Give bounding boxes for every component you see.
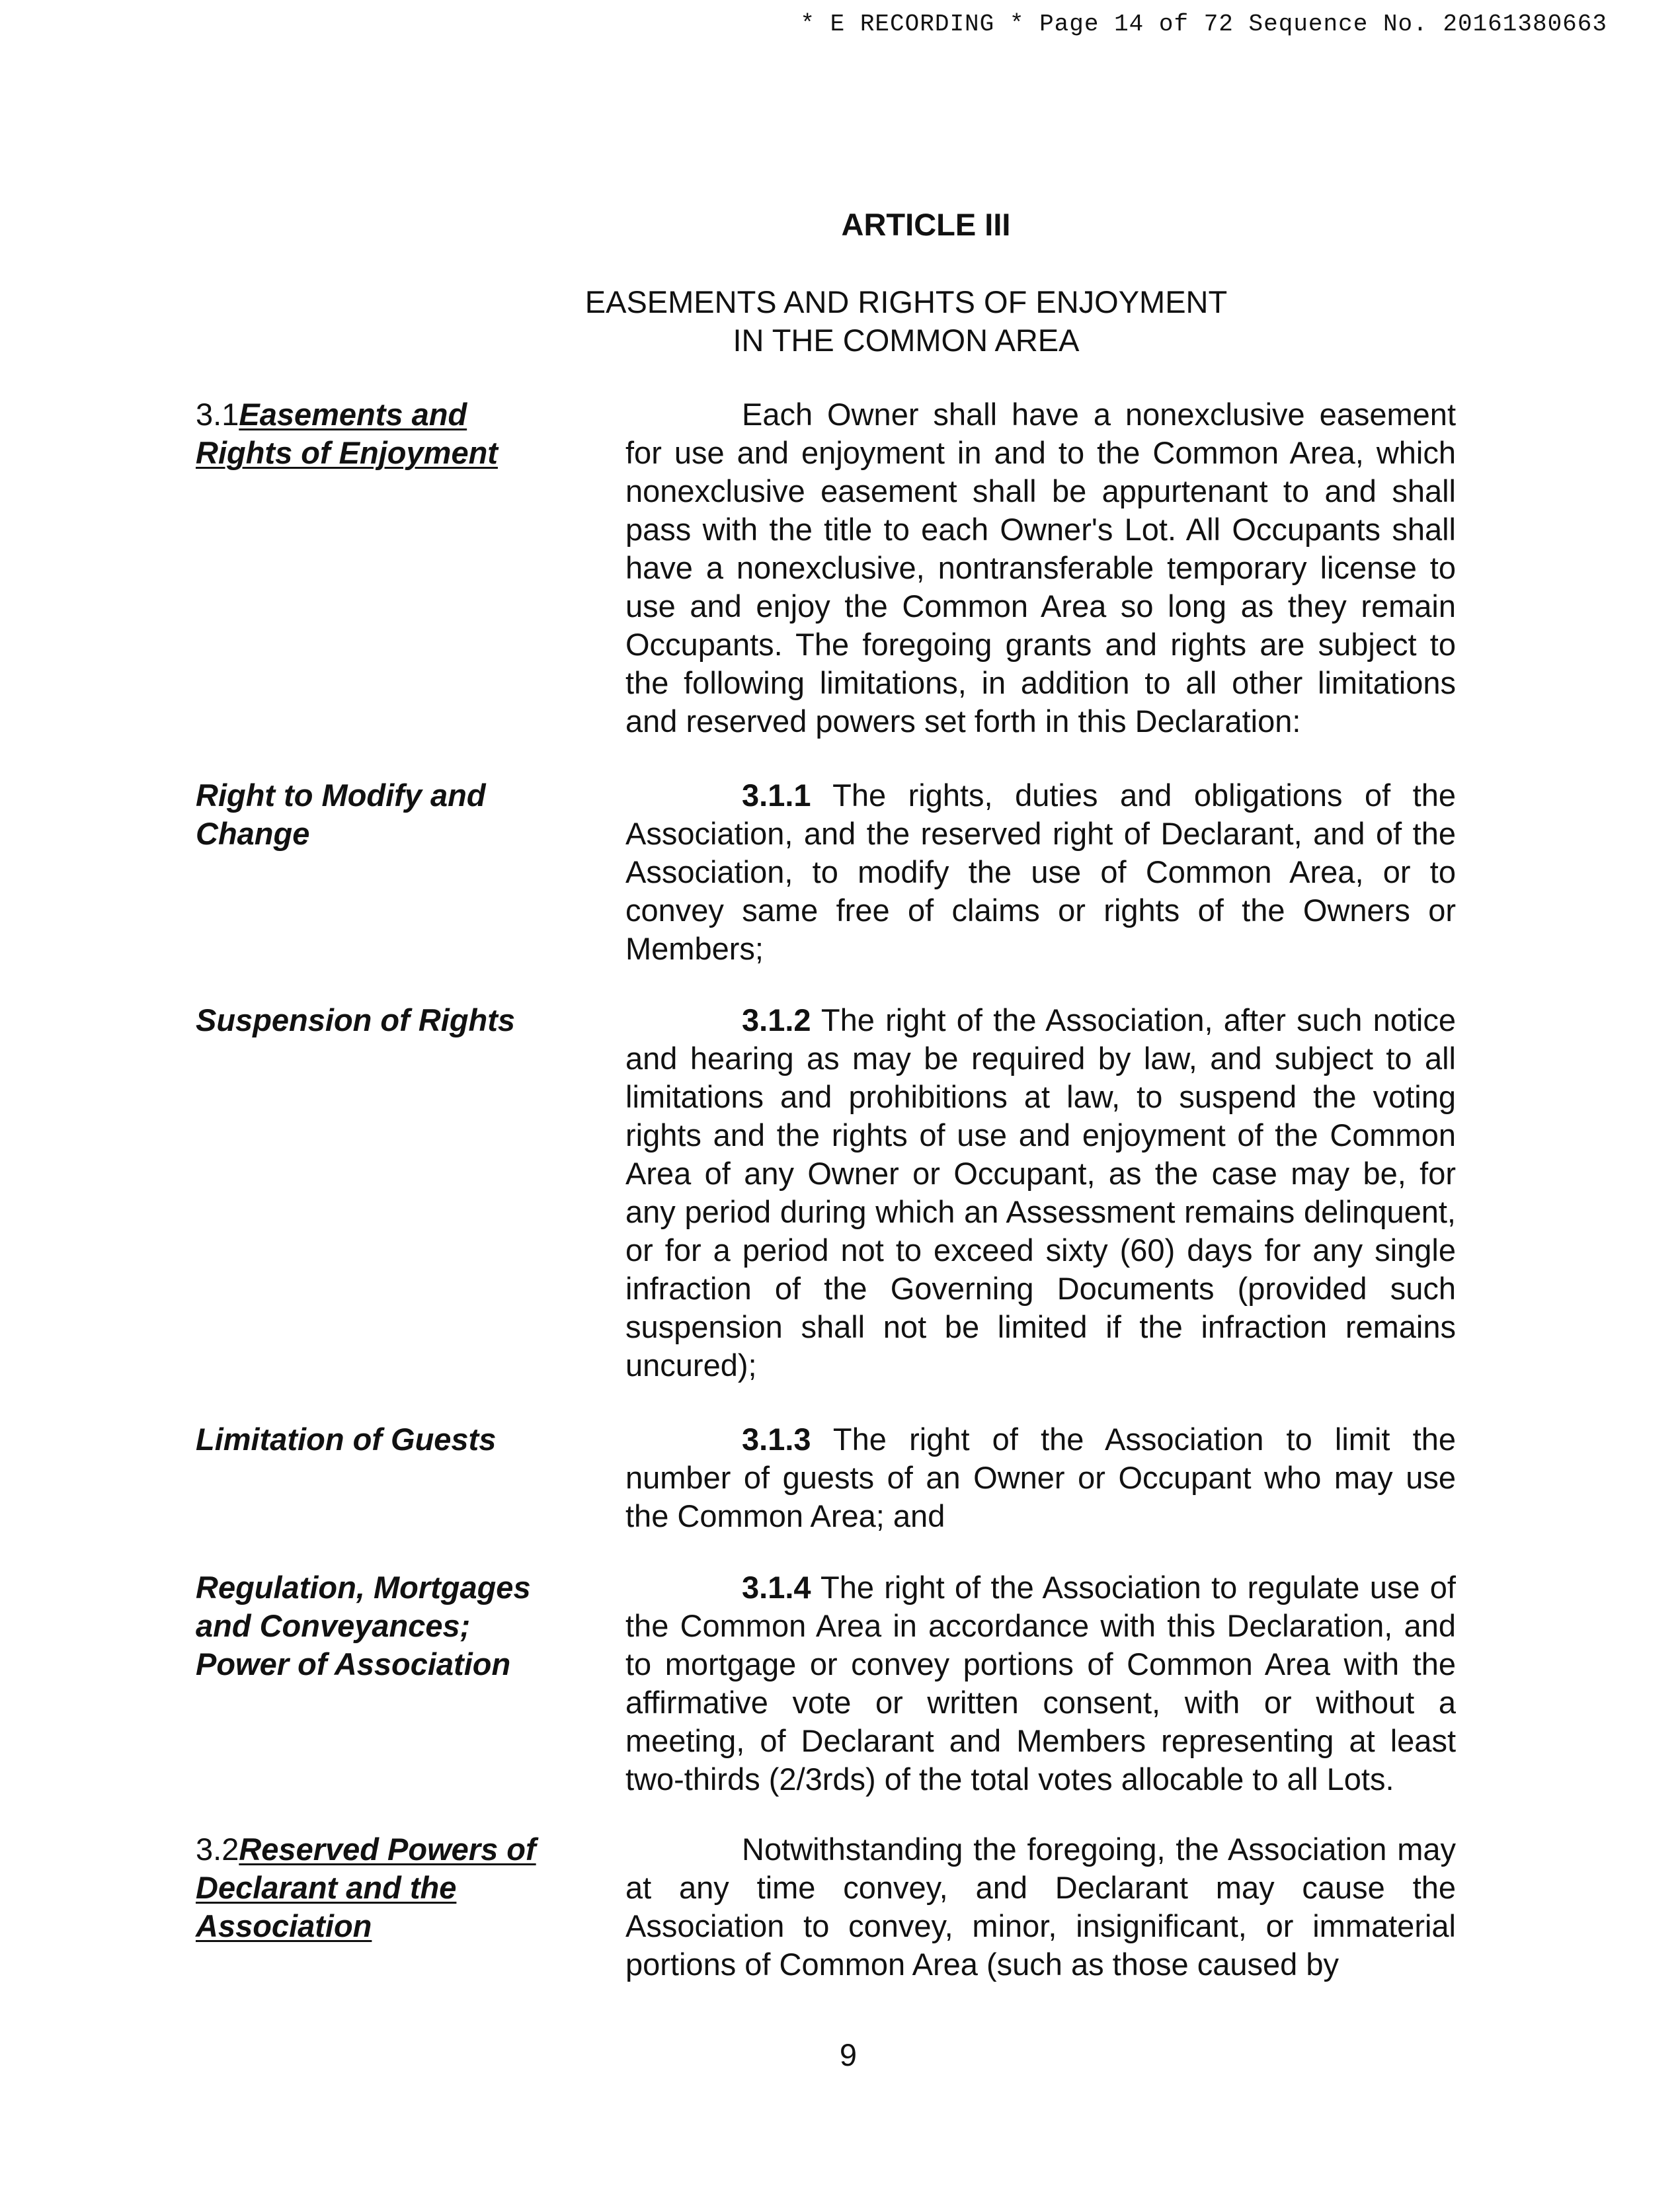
article-subtitle-line-2: IN THE COMMON AREA	[733, 323, 1080, 358]
section-3-1-heading-line-2: Rights of Enjoyment	[196, 435, 498, 470]
section-3-1-heading-line-1: Easements and	[239, 397, 467, 432]
page-number	[0, 2037, 1680, 2073]
section-3-1-4-heading-line-2: and Conveyances;	[196, 1608, 471, 1643]
section-3-1-3-body	[625, 1420, 1456, 1535]
section-3-1-text: Each Owner shall have a nonexclusive easement for use and enjoyment in and to the Common Area, which nonexclusive easement shall be appurtenant to and shall pass with the title to each Owner's Lot. All Occupants shall have a nonexclusive, nontransferable temporary license to use and enjoy the Common Area so long as they remain Occupants. The foregoing grants and rights are subject to the following limitations, in addition to all other limitations and reserved powers set forth in this Declaration:	[625, 397, 1456, 739]
section-3-1-1-heading-line-2: Change	[196, 816, 310, 851]
section-3-1-1-body	[625, 776, 1456, 968]
section-3-2-number: 3.2	[196, 1832, 239, 1867]
section-3-1-1-heading-line-1: Right to Modify and	[196, 778, 486, 813]
section-3-1-3-heading-line-1: Limitation of Guests	[196, 1422, 497, 1457]
section-3-1-3-text: The right of the Association to limit the number of guests of an Owner or Occupant who may use the Common Area; and	[625, 1422, 1456, 1533]
section-3-1-2-text: The right of the Association, after such notice and hearing as may be required by law, and subject to all limitations and prohibitions at law, to suspend the voting rights and the rights of use and enjoyment of the Common Area of any Owner or Occupant, as the case may be, for any period during which an Assessment remains delinquent, or for a period not to exceed sixty (60) days for any single infraction of the Governing Documents (provided such suspension shall not be limited if the infraction remains uncured);	[625, 1002, 1456, 1383]
section-3-1-1-number: 3.1.1	[742, 778, 811, 813]
recording-header: * E RECORDING * Page 14 of 72 Sequence No. 20161380663	[800, 11, 1607, 38]
section-3-1-2-number: 3.1.2	[742, 1002, 811, 1037]
section-3-2-heading-line-2: Declarant and the	[196, 1870, 457, 1905]
article-subtitle-line-1: EASEMENTS AND RIGHTS OF ENJOYMENT	[584, 284, 1228, 319]
section-3-1-2-body	[625, 1001, 1456, 1385]
section-3-1-number: 3.1	[196, 397, 239, 432]
section-3-2-heading-line-1: Reserved Powers of	[239, 1832, 536, 1867]
article-subtitle	[0, 283, 1680, 360]
page-number-value: 9	[839, 2037, 858, 2072]
section-3-2-text: Notwithstanding the foregoing, the Association may at any time convey, and Declarant may cause the Association to convey, minor, insignificant, or immaterial portions of Common Area (such as those caused by	[625, 1832, 1456, 1982]
section-3-1-4-heading	[196, 1568, 592, 1683]
article-title: ARTICLE III	[841, 207, 1011, 242]
section-3-1-4-heading-line-1: Regulation, Mortgages	[196, 1570, 531, 1605]
section-3-1-4-text: The right of the Association to regulate use of the Common Area in accordance with this Declaration, and to mortgage or convey portions of Common Area with the affirmative vote or written consent, with or without a meeting, of Declarant and Members representing at least two-thirds (2/3rds) of the total votes allocable to all Lots.	[625, 1570, 1456, 1797]
section-3-1-heading	[196, 395, 592, 472]
section-3-1-4-body	[625, 1568, 1456, 1799]
section-3-1-2-heading-line-1: Suspension of Rights	[196, 1002, 516, 1037]
section-3-1-2-heading	[196, 1001, 592, 1039]
section-3-1-4-number: 3.1.4	[742, 1570, 811, 1605]
section-3-1-1-text: The rights, duties and obligations of the Association, and the reserved right of Declarant, and of the Association, to modify the use of Common Area, or to convey same free of claims or rights of the Owners or Members;	[625, 778, 1456, 966]
section-3-1-4-heading-line-3: Power of Association	[196, 1646, 511, 1682]
section-3-2-heading	[196, 1830, 592, 1945]
section-3-2-heading-line-3: Association	[196, 1908, 372, 1943]
section-3-1-3-number: 3.1.3	[742, 1422, 811, 1457]
section-3-1-1-heading	[196, 776, 592, 853]
section-3-1-3-heading	[196, 1420, 592, 1459]
